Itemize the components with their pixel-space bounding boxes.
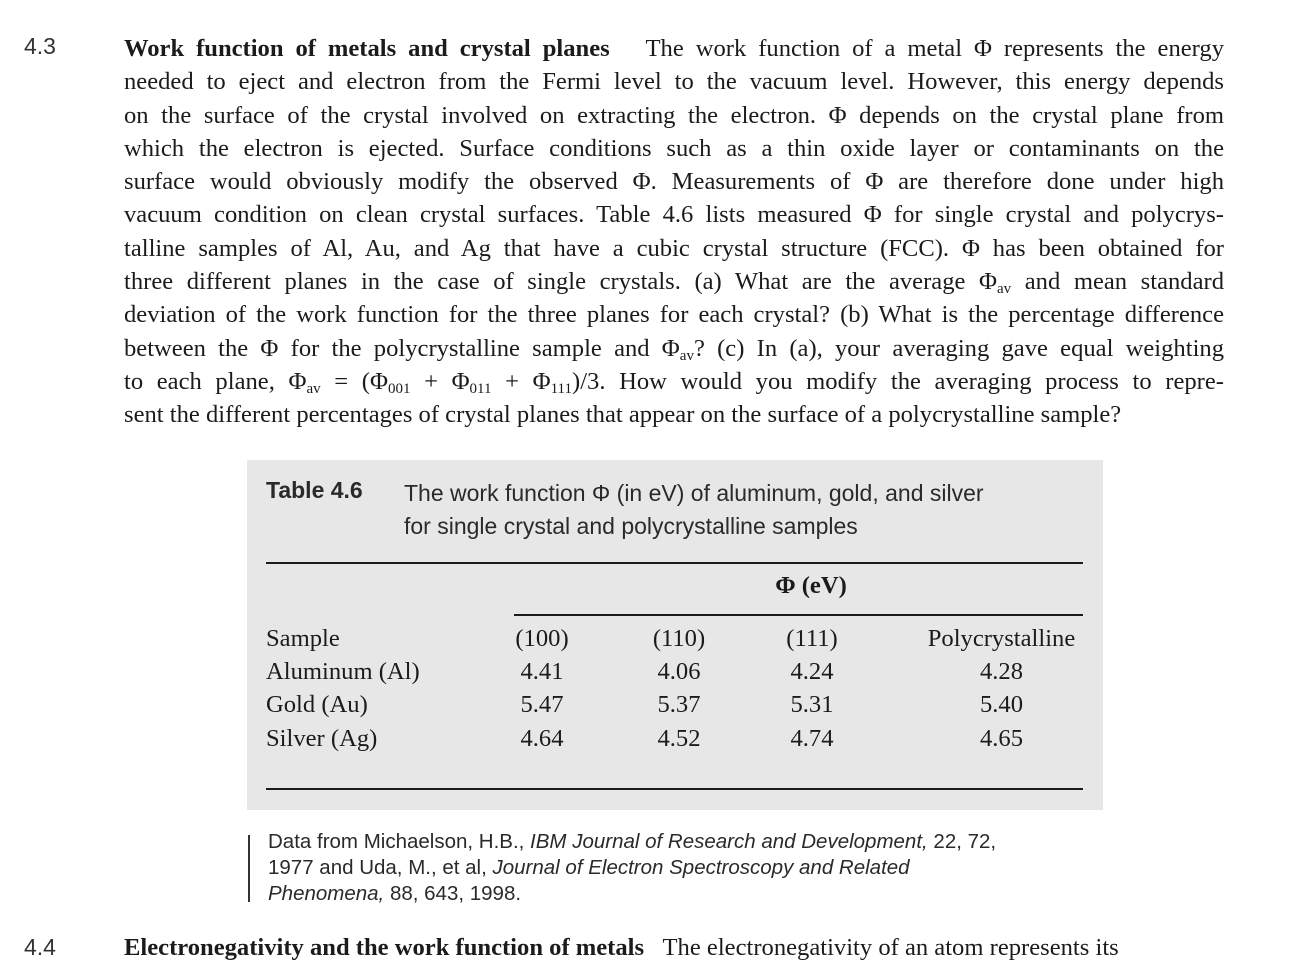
problem-line: deviation of the work function for the three planes for each crystal? (b) What is the percentage difference — [124, 301, 1224, 329]
table-cell: 4.41 — [520, 658, 564, 685]
work-function-table — [247, 460, 1103, 810]
table-cell: 5.40 — [979, 691, 1024, 718]
next-problem-text — [124, 934, 1224, 962]
column-header-polycrystalline: Polycrystalline — [927, 625, 1076, 652]
problem-line: talline samples of Al, Au, and Ag that have a cubic crystal structure (FCC). Φ has been obtained for — [124, 234, 1224, 262]
next-problem-number: 4.4 — [24, 934, 56, 960]
problem-line — [124, 365, 1224, 398]
journal-title: Phenomena, — [268, 882, 385, 905]
table-label: Table 4.6 — [266, 477, 363, 503]
subscript: av — [996, 281, 1012, 298]
source-line — [268, 881, 1128, 907]
table-cell-sample: Silver (Ag) — [266, 725, 378, 752]
column-header-110: (110) — [652, 625, 706, 652]
table-caption-line: for single crystal and polycrystalline samples — [404, 513, 858, 539]
problem-line: surface would obviously modify the observed Φ. Measurements of Φ are therefore done under high — [124, 168, 1224, 196]
subscript: 001 — [387, 380, 411, 397]
table-cell: 5.31 — [790, 691, 834, 718]
table-cell: 4.52 — [657, 725, 701, 752]
next-problem-heading: Electronegativity and the work function of metals — [124, 934, 645, 961]
table-group-rule — [514, 614, 1083, 616]
problem-line — [124, 32, 1224, 65]
text-segment: between the Φ for the polycrystalline sample and Φ — [124, 334, 680, 362]
subscript: 111 — [550, 380, 572, 397]
table-caption — [404, 477, 1094, 543]
subscript: 011 — [469, 380, 492, 397]
text-segment: and mean standard — [1011, 268, 1224, 296]
column-header-100: (100) — [515, 625, 569, 652]
table-cell: 5.37 — [657, 691, 701, 718]
source-note — [268, 829, 1128, 907]
journal-title: Journal of Electron Spectroscopy and Related — [492, 856, 910, 879]
table-cell: 4.24 — [790, 658, 834, 685]
text-segment: ? (c) In (a), your averaging gave equal weighting — [693, 334, 1224, 362]
next-problem-line: The electronegativity of an atom represents its — [662, 934, 1119, 961]
table-cell: 4.64 — [520, 725, 564, 752]
text-segment: 1977 and Uda, M., et al, — [268, 856, 493, 879]
table-group-header: Φ (eV) — [775, 572, 847, 599]
text-segment: three different planes in the case of single crystals. (a) What are the average Φ — [124, 268, 997, 296]
source-line — [268, 855, 1128, 881]
problem-line: on the surface of the crystal involved on extracting the electron. Φ depends on the crystal plane from — [124, 101, 1224, 129]
subscript: av — [306, 380, 321, 397]
problem-line: which the electron is ejected. Surface conditions such as a thin oxide layer or contaminants on the — [124, 134, 1224, 162]
column-header-111: (111) — [786, 625, 838, 652]
text-segment: )/3. How would you modify the averaging process to repre- — [572, 367, 1224, 395]
subscript: av — [679, 347, 694, 364]
text-segment: + Φ — [491, 367, 551, 395]
column-header-sample: Sample — [266, 625, 340, 652]
table-caption-line: The work function Φ (in eV) of aluminum, gold, and silver — [404, 480, 984, 506]
text-segment: to each plane, Φ — [124, 367, 307, 395]
problem-heading: Work function of metals and crystal planes — [124, 35, 610, 62]
problem-line: sent the different percentages of crystal planes that appear on the surface of a polycrystalline sample? — [124, 401, 1122, 429]
problem-line: vacuum condition on clean crystal surfaces. Table 4.6 lists measured Φ for single crystal and polycrys- — [124, 201, 1224, 229]
source-note-bar — [248, 835, 250, 902]
problem-line-text: The work function of a metal Φ represents the energy — [645, 35, 1224, 62]
problem-line: needed to eject and electron from the Fermi level to the vacuum level. However, this energy depends — [124, 68, 1224, 96]
text-segment: = (Φ — [320, 367, 388, 395]
problem-line — [124, 332, 1224, 365]
text-segment: Data from Michaelson, H.B., — [268, 830, 531, 853]
text-segment: 22, 72, — [927, 830, 997, 853]
text-segment: + Φ — [410, 367, 470, 395]
problem-number: 4.3 — [24, 33, 56, 59]
table-bottom-rule — [266, 788, 1083, 790]
table-cell: 4.06 — [657, 658, 701, 685]
text-segment: 88, 643, 1998. — [384, 882, 522, 905]
table-cell: 4.28 — [979, 658, 1024, 685]
table-cell: 4.74 — [790, 725, 834, 752]
table-top-rule — [266, 562, 1083, 564]
table-cell: 5.47 — [520, 691, 564, 718]
table-cell-sample: Gold (Au) — [266, 691, 368, 718]
journal-title: IBM Journal of Research and Development, — [530, 830, 928, 853]
table-cell-sample: Aluminum (Al) — [266, 658, 420, 685]
problem-line — [124, 265, 1224, 298]
source-line — [268, 829, 1128, 855]
table-cell: 4.65 — [979, 725, 1024, 752]
problem-text — [124, 32, 1224, 432]
